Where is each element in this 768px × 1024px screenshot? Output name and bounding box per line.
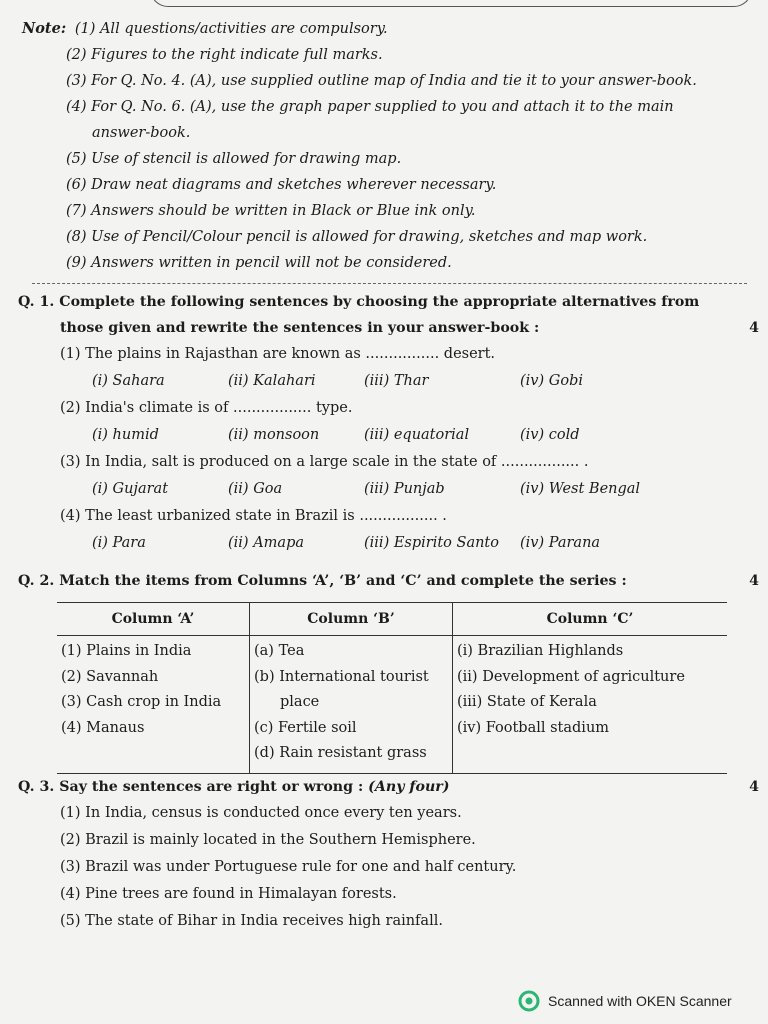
oken-logo-icon <box>518 990 540 1012</box>
column-a-item: (3) Cash crop in India <box>61 694 222 710</box>
option: (i) Para <box>92 535 146 551</box>
section-divider <box>32 283 747 284</box>
question-heading <box>18 289 763 315</box>
question-heading-cont <box>18 315 763 341</box>
option-row <box>18 422 763 449</box>
column-a-item: (2) Savannah <box>61 668 159 685</box>
note-item: (4) For Q. No. 6. (A), use the graph paper supplied to you and attach it to the main <box>66 99 674 115</box>
option: (i) Gujarat <box>92 481 169 497</box>
column-c-item: (i) Brazilian Highlands <box>457 643 624 659</box>
note-item: (8) Use of Pencil/Colour pencil is allowed for drawing, sketches and map work. <box>66 229 648 245</box>
column-b-item: (c) Fertile soil <box>254 719 357 736</box>
option-row <box>18 368 763 395</box>
match-table <box>57 602 727 774</box>
option: (iv) Gobi <box>520 373 583 389</box>
option: (iii) equatorial <box>364 427 470 443</box>
question-heading <box>18 568 763 594</box>
marks: 4 <box>749 779 759 795</box>
header-box-edge <box>150 0 752 7</box>
sub-question: (4) The least urbanized state in Brazil is ................. . <box>60 508 447 524</box>
option: (ii) monsoon <box>228 427 320 443</box>
note-text: (1) All questions/activities are compulsory. <box>74 21 388 37</box>
note-item <box>22 16 762 42</box>
table-header-row <box>57 603 727 636</box>
question-heading-text: Q. 1. Complete the following sentences by choosing the appropriate alternatives from <box>18 294 700 310</box>
question-heading-text: Q. 3. Say the sentences are right or wrong : <box>18 779 364 795</box>
question-heading-text: Q. 2. Match the items from Columns ‘A’, ‘B’ and ‘C’ and complete the series : <box>18 573 627 589</box>
option: (i) humid <box>92 427 159 443</box>
column-c-item: (iv) Football stadium <box>457 719 610 736</box>
option-row <box>18 476 763 503</box>
option-row <box>18 530 763 557</box>
sub-question: (3) In India, salt is produced on a large scale in the state of ................. . <box>60 454 589 470</box>
option: (iv) Parana <box>520 535 601 551</box>
note-item: (5) Use of stencil is allowed for drawing map. <box>66 151 402 167</box>
sub-question: (1) The plains in Rajasthan are known as ................ desert. <box>60 346 496 362</box>
column-c-cell <box>453 636 728 774</box>
statement: (4) Pine trees are found in Himalayan forests. <box>60 886 397 902</box>
option: (iii) Espirito Santo <box>364 535 499 551</box>
column-c-item: (iii) State of Kerala <box>457 694 597 710</box>
option: (ii) Amapa <box>228 535 304 551</box>
note-item: (2) Figures to the right indicate full marks. <box>66 47 383 63</box>
column-b-item: (d) Rain resistant grass <box>254 745 427 761</box>
column-c-item: (ii) Development of agriculture <box>457 668 685 685</box>
note-item-continuation: answer-book. <box>92 125 191 141</box>
column-a-item: (4) Manaus <box>61 719 145 736</box>
question-2 <box>18 568 763 594</box>
column-a-item: (1) Plains in India <box>61 643 192 659</box>
column-a-cell <box>57 636 250 774</box>
marks: 4 <box>749 573 759 589</box>
sub-question: (2) India's climate is of ................. type. <box>60 400 353 416</box>
marks: 4 <box>749 320 759 336</box>
statement: (1) In India, census is conducted once every ten years. <box>60 805 462 821</box>
option: (iv) cold <box>520 427 580 443</box>
statement: (3) Brazil was under Portuguese rule for one and half century. <box>60 859 517 875</box>
option: (ii) Goa <box>228 481 283 497</box>
question-heading-text: those given and rewrite the sentences in your answer-book : <box>60 320 540 336</box>
note-label: Note: <box>22 20 67 37</box>
note-item: (6) Draw neat diagrams and sketches wherever necessary. <box>66 177 497 193</box>
question-1 <box>18 289 763 557</box>
column-header: Column ‘A’ <box>57 603 250 636</box>
note-item: (7) Answers should be written in Black or Blue ink only. <box>66 203 476 219</box>
note-item: (9) Answers written in pencil will not be considered. <box>66 255 452 271</box>
instructions-note <box>22 16 762 276</box>
scanner-watermark <box>518 990 732 1012</box>
option: (i) Sahara <box>92 373 165 389</box>
option: (iii) Thar <box>364 373 429 389</box>
statement: (5) The state of Bihar in India receives high rainfall. <box>60 913 443 929</box>
column-header: Column ‘B’ <box>250 603 453 636</box>
column-b-item: (b) International tourist <box>254 668 429 685</box>
option: (iv) West Bengal <box>520 481 641 497</box>
option: (iii) Punjab <box>364 481 445 497</box>
option: (ii) Kalahari <box>228 373 316 389</box>
question-heading <box>18 774 763 800</box>
column-b-item: (a) Tea <box>254 643 305 659</box>
note-item: (3) For Q. No. 4. (A), use supplied outline map of India and tie it to your answer-book. <box>66 73 697 89</box>
statement: (2) Brazil is mainly located in the Southern Hemisphere. <box>60 832 476 848</box>
question-3 <box>18 774 763 935</box>
column-b-item-continuation: place <box>280 694 320 710</box>
column-b-cell <box>250 636 453 774</box>
question-heading-qualifier: (Any four) <box>368 779 450 795</box>
column-header: Column ‘C’ <box>453 603 728 636</box>
watermark-text: Scanned with OKEN Scanner <box>548 993 732 1009</box>
table-row <box>57 636 727 774</box>
